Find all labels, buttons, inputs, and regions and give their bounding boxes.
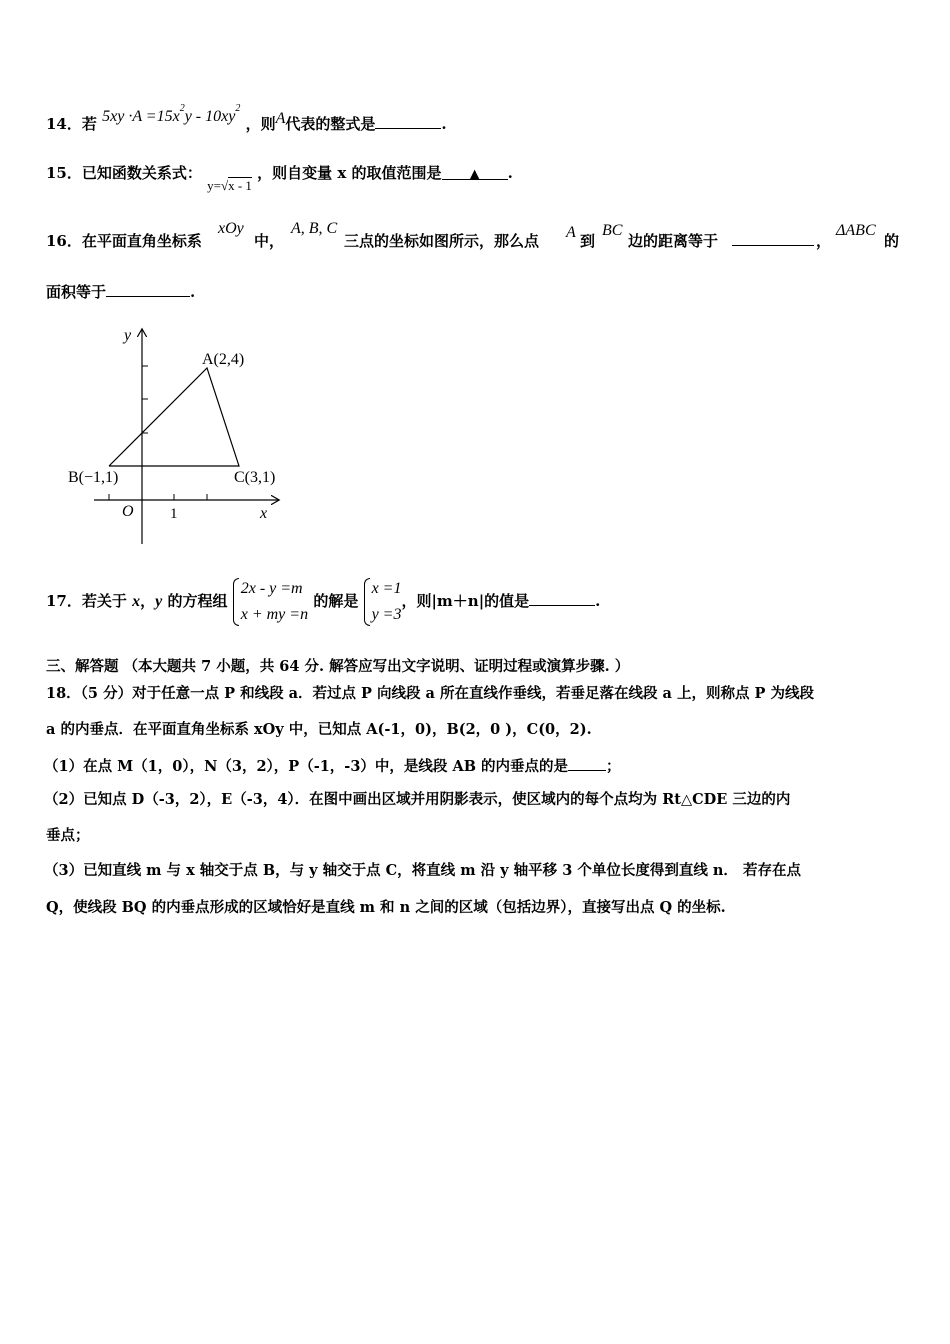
q17-tail: ，则|m＋n|的值是 xyxy=(401,592,530,610)
q17-number: 17．若关于 xyxy=(46,592,127,610)
triangle-marker-icon: ▲ xyxy=(469,167,480,182)
q17-end: . xyxy=(595,592,601,610)
question-17 xyxy=(46,574,600,629)
q18-part2-a: （2）已知点 D（-3，2），E（-3，4）．在图中画出区域并用阴影表示，使区域内的每个点均为 Rt△CDE 三边的内 xyxy=(44,791,791,808)
q18-line2: a 的内垂点．在平面直角坐标系 xOy 中，已知点 A(-1，0)，B(2，0 )，C(0，2). xyxy=(46,721,592,738)
q15-end: . xyxy=(507,164,513,182)
q16-mid2: 三点的坐标如图所示，那么点 xyxy=(344,232,540,250)
q16-distance-blank[interactable] xyxy=(732,231,814,246)
q14-answer-blank[interactable] xyxy=(375,114,441,129)
q16-area-blank[interactable] xyxy=(106,282,190,297)
q16-end: . xyxy=(190,283,196,301)
q16-mid1: 中， xyxy=(254,232,285,250)
q16-point-a: A xyxy=(566,224,576,241)
radical-icon: √ xyxy=(220,178,229,193)
q16-mid5: 的 xyxy=(884,232,900,250)
q18-part1: （1）在点 M（1，0），N（3，2），P（-1，-3）中，是线段 AB 的内垂点的是 ； xyxy=(44,758,621,775)
q14-tail: 代表的整式是 xyxy=(285,115,376,133)
q17-solution-system: x =1 y =3 xyxy=(364,576,402,628)
x-tick-label: 1 xyxy=(170,506,178,522)
y-axis-label: y xyxy=(124,327,132,344)
q15-number: 15．已知函数关系式： xyxy=(46,164,202,182)
q16-number: 16．在平面直角坐标系 xyxy=(46,232,202,250)
point-b-label: B(−1,1) xyxy=(68,469,119,486)
q18-part1-blank[interactable] xyxy=(568,756,606,771)
q14-expression: $5xy \cdot A =15x^2y - 10xy^2$ xyxy=(102,103,241,125)
point-c-label: C(3,1) xyxy=(234,469,276,486)
q15-tail: ，则自变量 x 的取值范围是 xyxy=(257,164,442,182)
q14-number: 14．若 xyxy=(46,115,97,133)
question-15 xyxy=(46,163,513,193)
q18-part3-a: （3）已知直线 m 与 x 轴交于点 B，与 y 轴交于点 C，将直线 m 沿 y 轴平移 3 个单位长度得到直线 n． 若存在点 xyxy=(44,862,801,879)
q16-points: A, B, C xyxy=(291,220,338,237)
q16-side: BC xyxy=(602,222,623,239)
q18-line1: 18．（5 分）对于任意一点 P 和线段 a．若过点 P 向线段 a 所在直线作垂线，若垂足落在线段 a 上，则称点 P 为线段 xyxy=(46,685,814,702)
q16-mid3: 到 xyxy=(580,232,596,250)
coordinate-figure xyxy=(62,322,302,548)
point-a-label: A(2,4) xyxy=(202,351,245,368)
q17-mid2: 的解是 xyxy=(313,592,359,610)
q16-comma: ， xyxy=(816,232,832,250)
x-axis-label: x xyxy=(260,505,268,522)
q16-mid4: 边的距离等于 xyxy=(628,232,719,250)
q14-mid: ，则 xyxy=(245,115,276,133)
q16-line2 xyxy=(46,282,195,302)
q17-answer-blank[interactable] xyxy=(529,591,595,606)
q16-triangle: ΔABC xyxy=(836,222,876,239)
triangle-abc xyxy=(109,368,239,466)
q14-end: . xyxy=(441,115,447,133)
q17-equation-system: 2x - y =m x + my =n xyxy=(233,576,308,628)
question-14 xyxy=(46,103,447,137)
section-3-title: 三、解答题 （本大题共 7 小题，共 64 分. 解答应写出文字说明、证明过程或演算步骤. ） xyxy=(46,658,630,675)
q15-function: y=√x - 1 xyxy=(207,178,252,193)
q16-system: xOy xyxy=(218,220,244,237)
q17-var-x: x xyxy=(132,593,141,610)
q14-var: A xyxy=(275,110,286,127)
q17-mid: 的方程组 xyxy=(167,592,228,610)
origin-label: O xyxy=(122,503,134,520)
q17-var-y: y xyxy=(155,593,163,610)
q18-part2-b: 垂点； xyxy=(46,827,90,844)
q17-sep: ， xyxy=(140,592,156,610)
q15-answer-blank[interactable] xyxy=(442,163,508,180)
q18-part3-b: Q，使线段 BQ 的内垂点形成的区域恰好是直线 m 和 n 之间的区域（包括边界），直接写出点 Q 的坐标. xyxy=(46,899,726,916)
q16-area-label: 面积等于 xyxy=(46,283,107,301)
